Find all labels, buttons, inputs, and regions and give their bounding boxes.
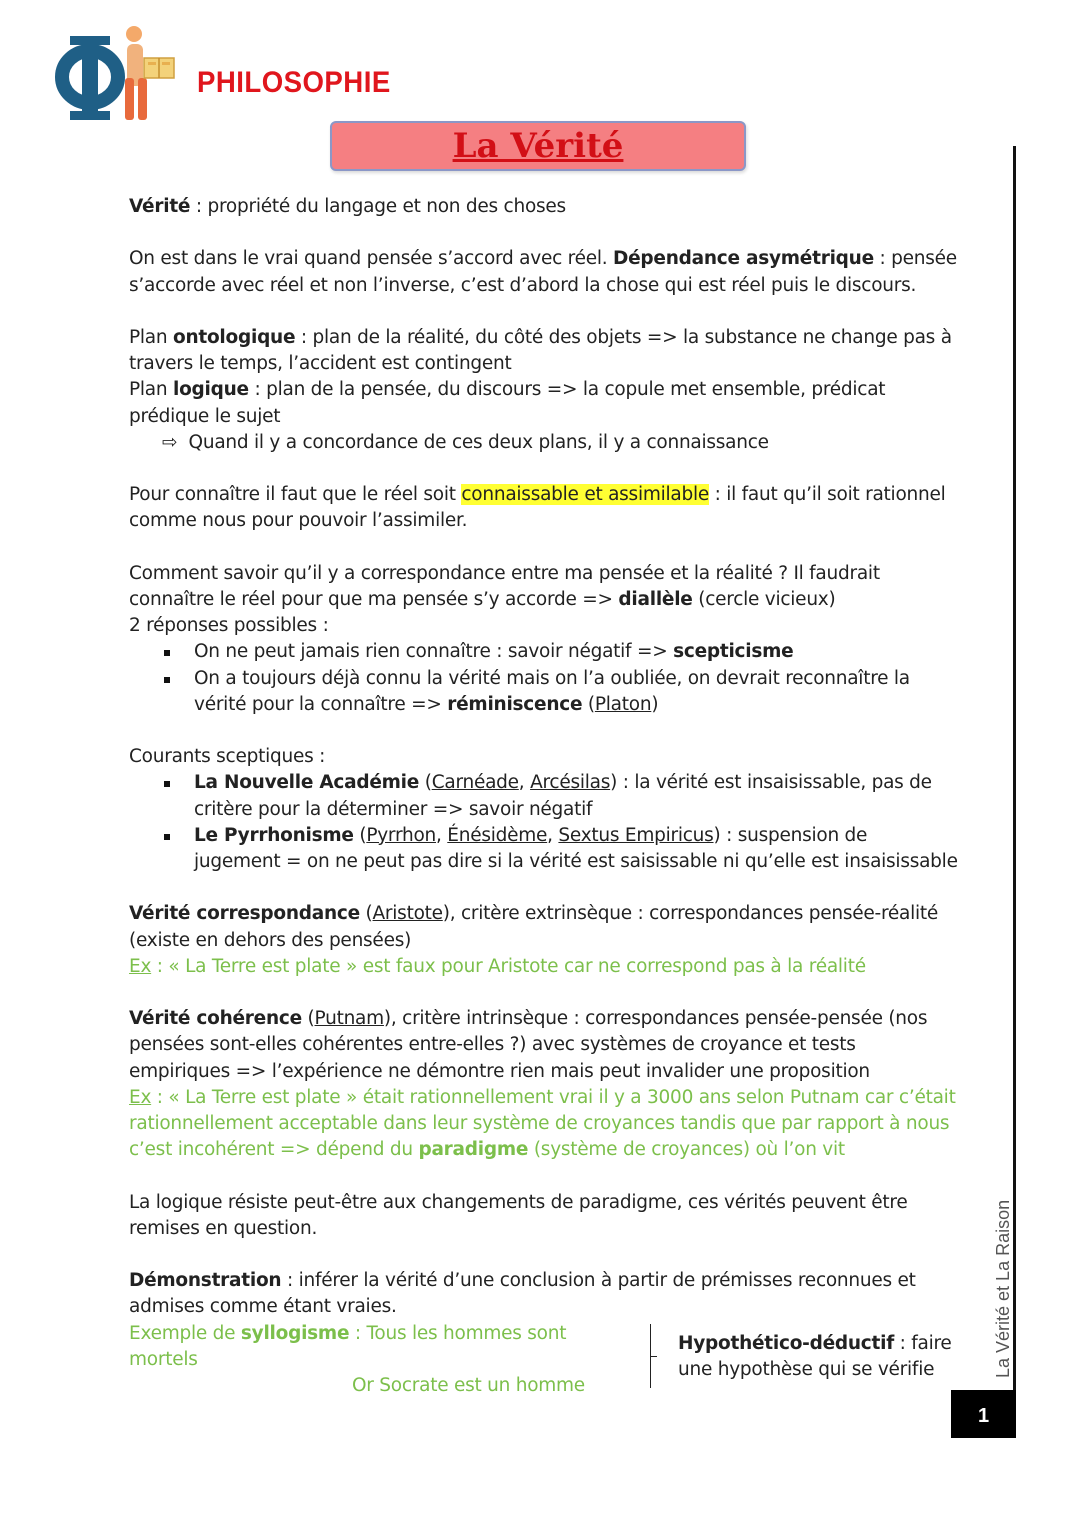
term-reminiscence: réminiscence xyxy=(447,693,583,715)
syllogism-line-2: Or Socrate est un homme xyxy=(352,1375,585,1396)
term-verite: Vérité xyxy=(129,196,191,217)
document-body xyxy=(129,194,959,1401)
text: ) : suspension de jugement = on ne peut pas dire si la vérité est saisissable ni qu’elle est insaisissable xyxy=(194,824,958,872)
list-item xyxy=(194,823,959,875)
brand-title: PHILOSOPHIE xyxy=(197,66,391,99)
text: (système de croyances) où l’on vit xyxy=(528,1139,845,1161)
text: ( xyxy=(582,693,595,715)
example-label: Ex xyxy=(129,1086,152,1108)
text: : faire une hypothèse qui se vérifie xyxy=(678,1332,952,1380)
text: Plan xyxy=(129,326,173,348)
brace-icon xyxy=(644,1324,651,1388)
chapter-side-label: La Vérité et La Raison xyxy=(993,1199,1013,1378)
author-arcesilas: Arcésilas xyxy=(530,772,611,794)
phi-reading-figure-icon xyxy=(48,22,188,124)
hypothetico-deductif-note xyxy=(678,1331,968,1383)
text: (cercle vicieux) xyxy=(692,588,836,610)
text: : plan de la pensée, du discours => la copule met ensemble, prédicat prédique le sujet xyxy=(129,379,886,427)
syllogism-example xyxy=(129,1321,639,1400)
paragraph-connaitre xyxy=(129,482,959,534)
paragraph-correspondance xyxy=(129,901,959,980)
paragraph-diallele xyxy=(129,561,959,718)
text: : inférer la vérité d’une conclusion à partir de prémisses reconnues et admises comme étant vraies. xyxy=(129,1270,916,1318)
text: : pensée s’accorde avec réel et non l’inverse, c’est d’abord la chose qui est réel puis le discours. xyxy=(129,248,957,296)
paragraph-courants xyxy=(129,744,959,875)
text: ), critère intrinsèque : correspondances pensée-pensée (nos pensées sont-elles cohérentes entre-elles ?) avec systèmes de croyance et tests empiriques => l’expérience ne démontre rien mais peut invalider une proposition xyxy=(129,1008,928,1082)
highlighted-text: connaissable et assimilable xyxy=(461,484,709,506)
author-platon: Platon xyxy=(594,693,652,715)
term-hypothetico-deductif: Hypothético-déductif xyxy=(678,1332,894,1354)
text: Pour connaître il faut que le réel soit xyxy=(129,484,462,506)
responses-list xyxy=(129,639,959,718)
text: , xyxy=(547,824,559,846)
paragraph-dependance xyxy=(129,246,959,298)
text: , xyxy=(518,772,531,794)
term-syllogisme: syllogisme xyxy=(240,1322,350,1344)
text: : Tous les hommes sont mortels xyxy=(129,1322,567,1370)
conclusion-text: Quand il y a concordance de ces deux plans, il y a connaissance xyxy=(188,431,769,453)
term-verite-coherence: Vérité cohérence xyxy=(129,1008,302,1030)
paragraph-demonstration xyxy=(129,1268,959,1400)
author-sextus: Sextus Empiricus xyxy=(558,824,714,846)
list-item xyxy=(194,639,959,665)
text: On ne peut jamais rien connaître : savoir négatif => xyxy=(194,641,674,663)
syllogism-block xyxy=(129,1321,959,1401)
term-diallele: diallèle xyxy=(618,588,693,610)
definition-verite xyxy=(129,194,959,220)
list-item xyxy=(194,770,959,822)
page-title-box xyxy=(330,121,746,171)
term-paradigme: paradigme xyxy=(418,1139,529,1161)
text: On a toujours déjà connu la vérité mais on l’a oubliée, on devrait reconnaître la vérité pour la connaître => xyxy=(194,667,910,715)
text: ( xyxy=(419,772,432,794)
example-coherence xyxy=(129,1087,956,1160)
text: ( xyxy=(301,1008,315,1030)
page-title: La Vérité xyxy=(452,126,624,166)
text: On est dans le vrai quand pensée s’accord avec réel. xyxy=(129,248,614,270)
text: : propriété du langage et non des choses xyxy=(190,196,566,217)
text: ) xyxy=(651,693,659,715)
text: Plan xyxy=(129,379,173,401)
term-logique: logique xyxy=(173,379,249,401)
example-label: Ex xyxy=(129,955,152,977)
author-pyrrhon: Pyrrhon xyxy=(366,824,437,846)
term-verite-correspondance: Vérité correspondance xyxy=(129,903,360,925)
text: ( xyxy=(353,824,367,846)
courants-list xyxy=(129,770,959,875)
author-aristote: Aristote xyxy=(372,903,443,925)
arrow-icon: ⇨ xyxy=(162,431,178,453)
text: : « La Terre est plate » est faux pour Aristote car ne correspond pas à la réalité xyxy=(151,955,866,977)
term-dependance: Dépendance asymétrique xyxy=(613,248,874,270)
text: : il faut qu’il soit rationnel comme nous pour pouvoir l’assimiler. xyxy=(129,484,946,532)
paragraph-plans xyxy=(129,325,959,456)
text: La logique résiste peut-être aux changements de paradigme, ces vérités peuvent être remises en question. xyxy=(129,1191,908,1239)
page-number: 1 xyxy=(951,1390,1016,1438)
list-item xyxy=(194,666,959,718)
text: ) : la vérité est insaisissable, pas de critère pour la déterminer => savoir négatif xyxy=(194,772,932,820)
author-enesideme: Énésidème xyxy=(447,824,548,846)
paragraph-logique xyxy=(129,1190,959,1242)
term-scepticisme: scepticisme xyxy=(673,641,794,663)
author-putnam: Putnam xyxy=(314,1008,384,1030)
author-carneade: Carnéade xyxy=(431,772,519,794)
text: 2 réponses possibles : xyxy=(129,615,329,637)
paragraph-coherence xyxy=(129,1006,959,1163)
text: , xyxy=(436,824,448,846)
text: : plan de la réalité, du côté des objets => la substance ne change pas à travers le temps, l’accident est contingent xyxy=(129,326,952,375)
term-nouvelle-academie: La Nouvelle Académie xyxy=(194,772,420,794)
term-ontologique: ontologique xyxy=(173,326,296,348)
term-pyrrhonisme: Le Pyrrhonisme xyxy=(194,824,354,846)
text: : « La Terre est plate » était rationnellement vrai il y a 3000 ans selon Putnam car c’était rationnellement acceptable dans leur système de croyances tandis que par rapport à nous c’est incohérent => dépend du xyxy=(129,1086,956,1161)
syllogism-line-1 xyxy=(129,1321,639,1373)
text: ( xyxy=(359,903,373,925)
text: Courants sceptiques : xyxy=(129,746,326,768)
text: Comment savoir qu’il y a correspondance entre ma pensée et la réalité ? Il faudrait connaître le réel pour que ma pensée s’y accorde => xyxy=(129,562,880,610)
example-correspondance xyxy=(129,956,866,977)
term-demonstration: Démonstration xyxy=(129,1270,282,1292)
text: Exemple de xyxy=(129,1322,241,1344)
text: ), critère extrinsèque : correspondances pensée-réalité (existe en dehors des pensées) xyxy=(129,903,939,951)
